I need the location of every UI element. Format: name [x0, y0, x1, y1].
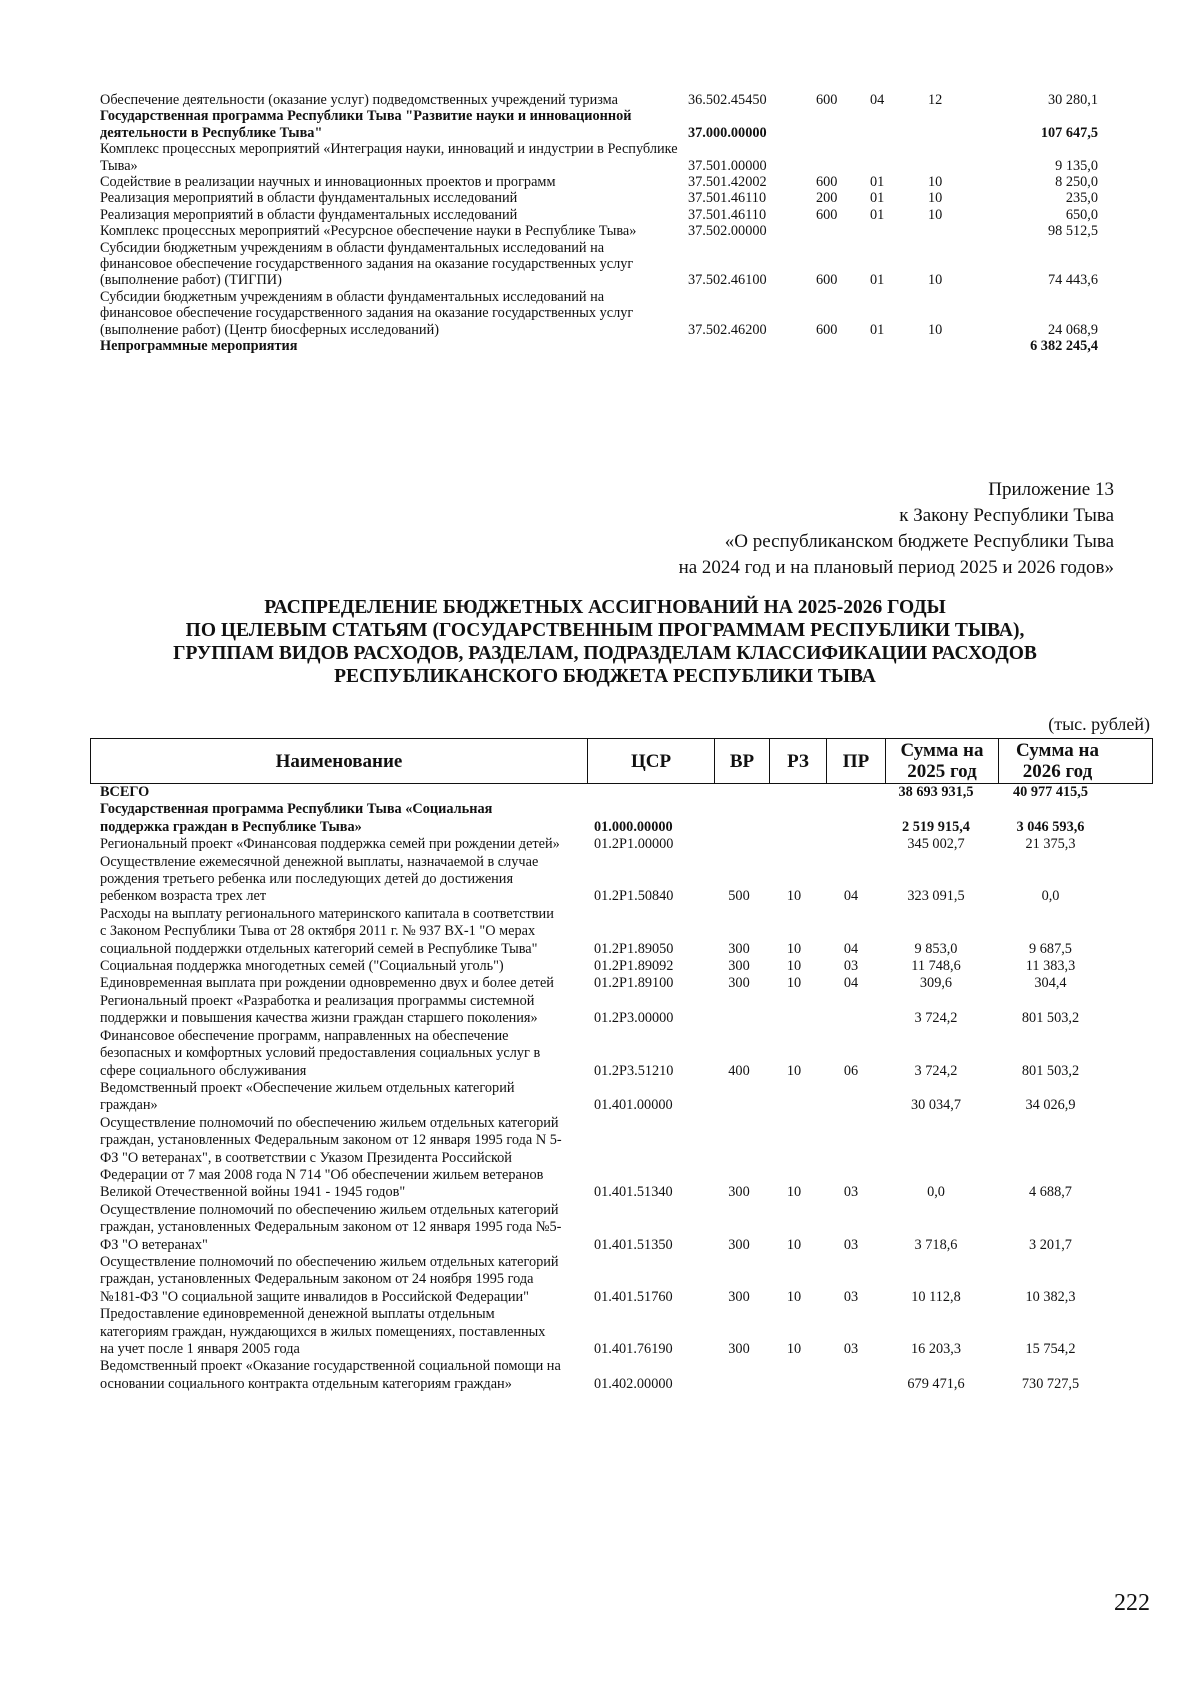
appendix-line: «О республиканском бюджете Республики Тыва — [724, 531, 1114, 552]
cell-csr: 37.502.46200 — [688, 321, 767, 338]
cell-name: Содействие в реализации научных и инновационных проектов и программ — [100, 174, 556, 191]
cell-pr: 03 — [843, 1236, 859, 1253]
table-row — [90, 958, 1153, 975]
cell-csr: 01.2Р1.89100 — [594, 975, 674, 992]
cell-sum-2026: 801 503,2 — [1021, 1010, 1080, 1027]
cell-sum-2026: 801 503,2 — [1021, 1062, 1080, 1079]
units-label: (тыс. рублей) — [1048, 714, 1150, 734]
cell-pr: 10 — [928, 272, 943, 289]
cell-name: Региональный проект «Разработка и реализация программы системной поддержки и повышения качества жизни граждан старшего поколения» — [100, 992, 538, 1027]
header-sum-2025-line1: Сумма на — [900, 740, 984, 761]
header-rz: РЗ — [769, 739, 826, 783]
cell-sum-2025: 3 724,2 — [914, 1010, 958, 1027]
page-number: 222 — [1114, 1590, 1150, 1616]
cell-name: Осуществление полномочий по обеспечению жильем отдельных категорий граждан, установленных Федеральным законом от 12 января 1995 года №5-ФЗ "О ветеранах" — [100, 1201, 562, 1253]
cell-vr: 300 — [728, 940, 750, 957]
table-row — [100, 92, 1120, 108]
cell-vr: 600 — [816, 272, 838, 289]
cell-sum-2026: 3 201,7 — [1029, 1236, 1072, 1253]
header-pr: ПР — [826, 739, 885, 783]
header-sum-2026 — [998, 739, 1116, 783]
cell-sum-2025: 30 034,7 — [910, 1097, 962, 1114]
cell-vr: 600 — [816, 92, 838, 108]
appendix-line: к Закону Республики Тыва — [899, 505, 1114, 526]
table-row — [100, 108, 1120, 141]
cell-sum-2026: 4 688,7 — [1029, 1184, 1072, 1201]
table-row — [100, 207, 1120, 223]
table-row — [100, 190, 1120, 206]
header-name: Наименование — [275, 750, 403, 772]
table-row — [100, 240, 1120, 289]
table-row — [90, 836, 1153, 853]
table-row — [90, 1358, 1153, 1393]
cell-sum-2026: 304,4 — [1034, 975, 1067, 992]
header-sum-2026-line2: 2026 год — [1022, 761, 1093, 782]
cell-csr: 01.401.51340 — [594, 1184, 673, 1201]
cell-vr: 200 — [816, 190, 838, 207]
title-line: ГРУППАМ ВИДОВ РАСХОДОВ, РАЗДЕЛАМ, ПОДРАЗДЕЛАМ КЛАССИФИКАЦИИ РАСХОДОВ — [173, 643, 1037, 664]
table-row — [90, 906, 1153, 958]
cell-rz: 10 — [786, 958, 802, 975]
cell-csr: 01.000.00000 — [594, 818, 673, 835]
cell-pr: 06 — [843, 1062, 859, 1079]
cell-pr: 03 — [843, 1341, 859, 1357]
cell-name: Обеспечение деятельности (оказание услуг) подведомственных учреждений туризма — [100, 92, 618, 108]
cell-rz: 10 — [786, 940, 802, 957]
cell-csr: 01.2Р1.89092 — [594, 958, 674, 975]
cell-name: Государственная программа Республики Тыва «Социальная поддержка граждан в Республике Тыва» — [100, 801, 493, 835]
cell-name: Реализация мероприятий в области фундаментальных исследований — [100, 190, 518, 207]
cell-rz: 10 — [786, 1288, 802, 1305]
cell-name: Непрограммные мероприятия — [100, 338, 298, 355]
cell-name: Осуществление полномочий по обеспечению жильем отдельных категорий граждан, установленных Федеральным законом от 12 января 1995 года N 5-ФЗ "О ветеранах", в соответствии с Указом Президента Российской Федерации от 7 мая 2008 года N 714 "Об обеспечении жильем ветеранов Великой Отечественной войны 1941 - 1945 годов" — [100, 1114, 562, 1201]
cell-sum: 9 135,0 — [1055, 157, 1098, 174]
cell-sum-2026: 34 026,9 — [1025, 1097, 1076, 1114]
cell-pr: 10 — [928, 321, 943, 338]
cell-name: Единовременная выплата при рождении одновременно двух и более детей — [100, 975, 554, 992]
cell-pr: 10 — [928, 190, 943, 207]
cell-csr: 37.502.46100 — [688, 272, 767, 289]
cell-sum-2026: 40 977 415,5 — [1012, 784, 1089, 800]
table-row — [90, 854, 1153, 906]
cell-name: Комплекс процессных мероприятий «Интеграция науки, инноваций и индустрии в Республике Тыва» — [100, 141, 678, 174]
document-title — [90, 596, 1120, 688]
cell-sum-2025: 0,0 — [927, 1184, 945, 1201]
table-row — [100, 289, 1120, 338]
cell-csr: 37.501.46110 — [688, 190, 767, 207]
table-row — [100, 141, 1120, 174]
cell-name: Государственная программа Республики Тыва "Развитие науки и инновационной деятельности в Республике Тыва" — [100, 108, 632, 141]
cell-sum: 107 647,5 — [1040, 124, 1098, 141]
cell-name: Осуществление полномочий по обеспечению жильем отдельных категорий граждан, установленных Федеральным законом от 24 ноября 1995 года №181-ФЗ "О социальной защите инвалидов в Российской Федерации" — [100, 1253, 559, 1305]
cell-sum-2026: 3 046 593,6 — [1016, 818, 1085, 835]
cell-name: Осуществление ежемесячной денежной выплаты, назначаемой в случае рождения третьего ребенка или последующих детей до достижения ребенком возраста трех лет — [100, 853, 539, 905]
cell-name: Расходы на выплату регионального материнского капитала в соответствии с Законом Республики Тыва от 28 октября 2011 г. № 937 ВХ-1 "О мерах социальной поддержки отдельных категорий семей в Республике Тыва" — [100, 905, 554, 957]
cell-sum: 8 250,0 — [1055, 174, 1098, 191]
cell-sum-2026: 730 727,5 — [1021, 1375, 1080, 1392]
cell-sum-2026: 15 754,2 — [1025, 1341, 1076, 1357]
cell-sum-2025: 3 724,2 — [914, 1062, 958, 1079]
cell-name: Региональный проект «Финансовая поддержка семей при рождении детей» — [100, 836, 560, 853]
table-header — [90, 738, 1153, 784]
cell-csr: 01.401.00000 — [594, 1097, 673, 1114]
appendix-line: на 2024 год и на плановый период 2025 и 2026 годов» — [678, 557, 1114, 578]
cell-pr: 03 — [843, 1184, 859, 1201]
cell-csr: 01.401.51350 — [594, 1236, 673, 1253]
cell-rz: 01 — [870, 321, 885, 338]
cell-name: Субсидии бюджетным учреждениям в области фундаментальных исследований на финансовое обеспечение государственного задания на оказание государственных услуг (выполнение работ) (ТИГПИ) — [100, 239, 634, 289]
cell-sum-2025: 345 002,7 — [907, 836, 965, 853]
cell-sum: 235,0 — [1065, 190, 1098, 207]
cell-sum: 24 068,9 — [1047, 321, 1098, 338]
table-row — [100, 223, 1120, 239]
cell-sum: 650,0 — [1065, 206, 1098, 223]
table-row — [90, 975, 1153, 992]
cell-name: Субсидии бюджетным учреждениям в области фундаментальных исследований на финансовое обеспечение государственного задания на оказание государственных услуг (выполнение работ) (Центр биосферных исследований) — [100, 288, 634, 338]
cell-sum-2025: 38 693 931,5 — [898, 784, 974, 800]
table-body — [90, 784, 1153, 1393]
cell-csr: 01.2Р1.89050 — [594, 940, 674, 957]
cell-csr: 01.401.51760 — [594, 1288, 673, 1305]
cell-csr: 37.501.46110 — [688, 206, 767, 223]
cell-sum-2026: 11 383,3 — [1025, 958, 1076, 975]
header-sum-2025 — [885, 739, 998, 783]
allocation-table — [90, 738, 1153, 1393]
table-row — [90, 1202, 1153, 1254]
cell-sum: 30 280,1 — [1047, 92, 1098, 108]
title-line: ПО ЦЕЛЕВЫМ СТАТЬЯМ (ГОСУДАРСТВЕННЫМ ПРОГРАММАМ РЕСПУБЛИКИ ТЫВА), — [185, 620, 1025, 641]
cell-vr: 600 — [816, 321, 838, 338]
cell-vr: 500 — [728, 888, 750, 905]
cell-name: Реализация мероприятий в области фундаментальных исследований — [100, 206, 518, 223]
cell-name: Предоставление единовременной денежной выплаты отдельным категориям граждан, нуждающихся в жилых помещениях, поставленных на учет после 1 января 2005 года — [100, 1306, 546, 1357]
cell-name: Социальная поддержка многодетных семей ("Социальный уголь") — [100, 958, 504, 975]
appendix-header — [679, 477, 1114, 581]
cell-sum-2025: 16 203,3 — [910, 1341, 962, 1357]
cell-vr: 300 — [728, 1184, 750, 1201]
header-sum-2026-line1: Сумма на — [1016, 740, 1099, 761]
table-row — [90, 1306, 1153, 1358]
cell-sum-2026: 21 375,3 — [1025, 836, 1076, 853]
cell-csr: 36.502.45450 — [688, 92, 767, 108]
cell-vr: 300 — [728, 975, 750, 992]
title-line: РАСПРЕДЕЛЕНИЕ БЮДЖЕТНЫХ АССИГНОВАНИЙ НА 2025-2026 ГОДЫ — [264, 597, 946, 618]
cell-sum-2026: 9 687,5 — [1029, 940, 1072, 957]
cell-sum-2025: 2 519 915,4 — [902, 818, 970, 835]
cell-rz: 01 — [870, 272, 885, 289]
cell-csr: 01.402.00000 — [594, 1375, 673, 1392]
cell-csr: 01.2Р1.00000 — [594, 836, 674, 853]
cell-name: Ведомственный проект «Обеспечение жильем отдельных категорий граждан» — [100, 1079, 515, 1114]
cell-pr: 03 — [843, 958, 859, 975]
title-line: РЕСПУБЛИКАНСКОГО БЮДЖЕТА РЕСПУБЛИКИ ТЫВА — [334, 666, 876, 687]
cell-sum: 6 382 245,4 — [1030, 338, 1098, 355]
cell-sum-2025: 679 471,6 — [907, 1375, 965, 1392]
cell-name: Комплекс процессных мероприятий «Ресурсное обеспечение науки в Республике Тыва» — [100, 223, 637, 240]
cell-sum-2025: 323 091,5 — [907, 888, 965, 905]
table-row — [100, 338, 1120, 354]
cell-csr: 37.501.00000 — [688, 157, 767, 174]
cell-rz: 01 — [870, 190, 885, 207]
cell-sum-2026: 0,0 — [1041, 888, 1060, 905]
cell-vr: 300 — [728, 1341, 750, 1357]
cell-rz: 10 — [786, 1236, 802, 1253]
header-vr: ВР — [714, 739, 769, 783]
table-row — [90, 1080, 1153, 1115]
cell-sum: 74 443,6 — [1047, 272, 1098, 289]
appendix-line: Приложение 13 — [988, 479, 1114, 500]
cell-pr: 04 — [843, 940, 859, 957]
cell-rz: 10 — [786, 975, 802, 992]
cell-rz: 10 — [786, 888, 802, 905]
cell-vr: 300 — [728, 1288, 750, 1305]
table-row — [90, 993, 1153, 1028]
cell-sum-2026: 10 382,3 — [1025, 1288, 1076, 1305]
cell-pr: 12 — [928, 92, 943, 108]
cell-pr: 04 — [843, 888, 859, 905]
table-row — [90, 1254, 1153, 1306]
table-row — [90, 801, 1153, 836]
cell-csr: 01.2Р3.00000 — [594, 1010, 674, 1027]
cell-rz: 01 — [870, 174, 885, 191]
cell-pr: 03 — [843, 1288, 859, 1305]
cell-rz: 10 — [786, 1062, 802, 1079]
cell-pr: 10 — [928, 174, 943, 191]
cell-sum: 98 512,5 — [1047, 223, 1098, 240]
cell-sum-2025: 10 112,8 — [911, 1288, 961, 1305]
cell-vr: 300 — [728, 1236, 750, 1253]
cell-rz: 04 — [870, 92, 885, 108]
cell-rz: 10 — [786, 1184, 802, 1201]
cell-sum-2025: 9 853,0 — [914, 940, 958, 957]
header-csr: ЦСР — [587, 739, 714, 783]
cell-sum-2025: 11 748,6 — [911, 958, 961, 975]
cell-csr: 37.000.00000 — [688, 124, 767, 141]
cell-vr: 300 — [728, 958, 750, 975]
cell-vr: 400 — [728, 1062, 750, 1079]
cell-csr: 37.502.00000 — [688, 223, 767, 240]
cell-name: Финансовое обеспечение программ, направленных на обеспечение безопасных и комфортных условий предоставления социальных услуг в сфере социального обслуживания — [100, 1027, 541, 1079]
header-sum-2025-line2: 2025 год — [907, 761, 977, 782]
cell-vr: 600 — [816, 206, 838, 223]
cell-name: Ведомственный проект «Оказание государственной социальной помощи на основании социального контракта отдельным категориям граждан» — [100, 1358, 561, 1392]
cell-csr: 37.501.42002 — [688, 174, 767, 191]
continuation-table — [100, 92, 1120, 355]
cell-sum-2025: 3 718,6 — [914, 1236, 958, 1253]
cell-csr: 01.2Р3.51210 — [594, 1062, 674, 1079]
table-row — [90, 784, 1153, 801]
cell-rz: 10 — [786, 1341, 802, 1357]
cell-csr: 01.2Р1.50840 — [594, 888, 674, 905]
table-row — [100, 174, 1120, 190]
table-row — [90, 1028, 1153, 1080]
cell-pr: 10 — [928, 206, 943, 223]
table-row — [90, 1115, 1153, 1202]
cell-sum-2025: 309,6 — [919, 975, 953, 992]
cell-rz: 01 — [870, 206, 885, 223]
cell-pr: 04 — [843, 975, 859, 992]
cell-csr: 01.401.76190 — [594, 1341, 673, 1357]
cell-vr: 600 — [816, 174, 838, 191]
cell-name: ВСЕГО — [100, 784, 150, 800]
